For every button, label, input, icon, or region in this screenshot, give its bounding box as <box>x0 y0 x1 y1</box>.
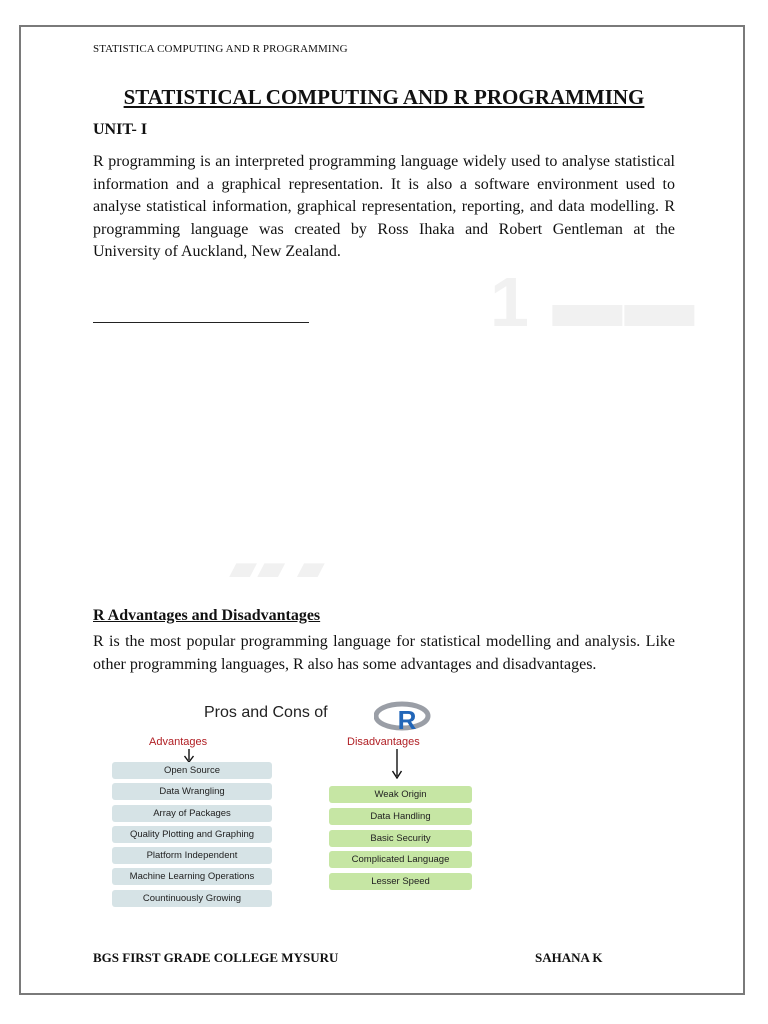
disadvantage-item: Weak Origin <box>329 786 472 803</box>
section-paragraph: R is the most popular programming language for statistical modelling and analysis. Like other programming languages, R also has some advantages and disadvantages. <box>93 633 675 673</box>
advantage-item: Platform Independent <box>112 847 272 864</box>
disadvantages-arrow-icon <box>391 749 403 779</box>
running-header: STATISTICA COMPUTING AND R PROGRAMMING <box>93 43 348 55</box>
advantage-item: Quality Plotting and Graphing <box>112 826 272 843</box>
disadvantage-item: Lesser Speed <box>329 873 472 890</box>
section-heading: R Advantages and Disadvantages <box>93 607 321 624</box>
disadvantage-item: Data Handling <box>329 808 472 825</box>
advantage-item: Countinuously Growing <box>112 890 272 907</box>
r-logo-letter: R <box>397 705 417 733</box>
disadvantages-heading: Disadvantages <box>347 736 420 748</box>
footer-college: BGS FIRST GRADE COLLEGE MYSURU <box>93 950 339 965</box>
advantage-item: Open Source <box>112 762 272 779</box>
advantage-item: Data Wrangling <box>112 783 272 800</box>
intro-paragraph: R programming is an interpreted programming language widely used to analyse statistical information and a graphical representation. It is also a software environment used to analyse statistical information, graphical representation, reporting, and data modelling. R programming language was created by Ross Ihaka and Robert Gentleman at the University of Auckland, New Zealand. <box>93 153 675 261</box>
horizontal-rule <box>93 322 309 323</box>
document-title: STATISTICAL COMPUTING AND R PROGRAMMING <box>123 85 645 109</box>
disadvantage-item: Basic Security <box>329 830 472 847</box>
advantages-arrow-icon <box>183 749 195 763</box>
advantage-item: Machine Learning Operations <box>112 868 272 885</box>
r-logo-icon <box>374 701 434 733</box>
footer-author: SAHANA K <box>535 950 603 965</box>
unit-heading: UNIT- I <box>93 121 148 138</box>
infographic-title: Pros and Cons of <box>204 704 328 721</box>
faint-watermark-graphic-lower: ▰▰ ▰ <box>230 549 326 587</box>
advantages-heading: Advantages <box>149 736 208 748</box>
faint-watermark-graphic: 1 ▬▬ <box>490 263 697 341</box>
disadvantage-item: Complicated Language <box>329 851 472 868</box>
advantage-item: Array of Packages <box>112 805 272 822</box>
